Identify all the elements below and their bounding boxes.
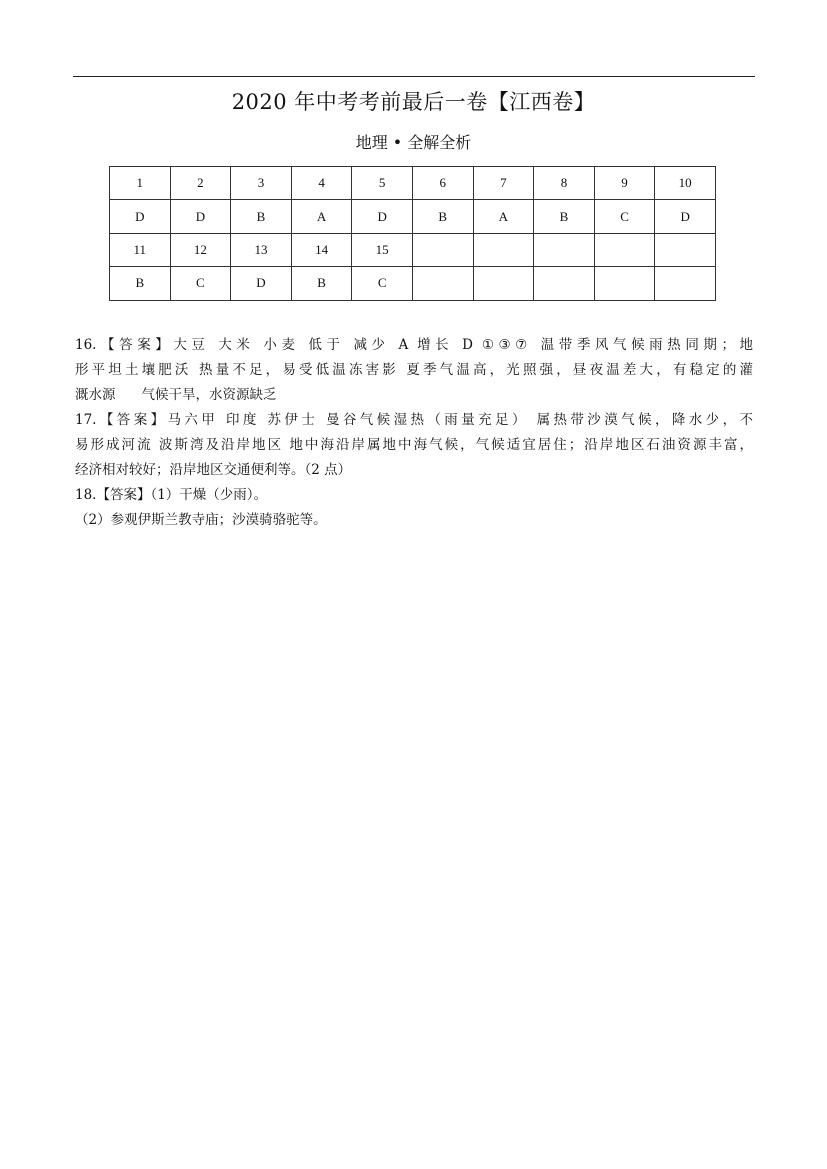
- table-cell: [594, 233, 655, 266]
- q18-line-2: （2）参观伊斯兰教寺庙；沙漠骑骆驼等。: [75, 512, 327, 528]
- table-cell: C: [594, 200, 655, 233]
- table-cell: D: [655, 200, 716, 233]
- table-cell: [534, 233, 595, 266]
- table-cell: A: [473, 200, 534, 233]
- q17-line: 17.【答案】马六甲 印度 苏伊士 曼谷气候湿热（雨量充足） 属热带沙漠气候，降水少，不: [75, 412, 754, 428]
- table-cell: [412, 267, 473, 300]
- table-row: [110, 267, 716, 300]
- table-cell: B: [534, 200, 595, 233]
- table-cell: 4: [291, 167, 352, 200]
- table-cell: 10: [655, 167, 716, 200]
- q17-answer: [75, 408, 753, 483]
- table-cell: D: [231, 267, 292, 300]
- q16-line: 溉水源 气候干旱，水资源缺乏: [75, 387, 277, 403]
- table-cell: D: [110, 200, 171, 233]
- table-cell: [412, 233, 473, 266]
- table-cell: D: [352, 200, 413, 233]
- table-cell: C: [170, 267, 231, 300]
- table-cell: 1: [110, 167, 171, 200]
- table-cell: [655, 233, 716, 266]
- table-cell: 6: [412, 167, 473, 200]
- table-cell: 11: [110, 233, 171, 266]
- q18-line-1: 18.【答案】（1）干燥（少雨）。: [75, 487, 268, 503]
- table-cell: 14: [291, 233, 352, 266]
- q16-line: 形平坦土壤肥沃 热量不足，易受低温冻害影 夏季气温高，光照强，昼夜温差大，有稳定的灌: [75, 362, 753, 378]
- q16-answer: [75, 333, 753, 408]
- page-subtitle: 地理 • 全解全析: [355, 133, 472, 152]
- answer-table: [109, 166, 716, 301]
- header-rule: [73, 76, 755, 77]
- q18-answer: [75, 483, 753, 533]
- table-cell: [655, 267, 716, 300]
- table-cell: 2: [170, 167, 231, 200]
- q17-line: 易形成河流 波斯湾及沿岸地区 地中海沿岸属地中海气候，气候适宜居住；沿岸地区石油资源丰富，: [75, 437, 754, 453]
- table-cell: 13: [231, 233, 292, 266]
- table-cell: 3: [231, 167, 292, 200]
- table-cell: [473, 233, 534, 266]
- table-cell: 12: [170, 233, 231, 266]
- q16-line: 16.【答案】大豆 大米 小麦 低于 减少 A 增长 D ①③⑦ 温带季风气候雨热同期；地: [75, 337, 754, 353]
- table-cell: D: [170, 200, 231, 233]
- table-cell: 15: [352, 233, 413, 266]
- table-row: [110, 167, 716, 200]
- table-cell: 5: [352, 167, 413, 200]
- table-cell: 8: [534, 167, 595, 200]
- answer-body: [75, 333, 753, 533]
- table-cell: B: [231, 200, 292, 233]
- page-title: 2020 年中考考前最后一卷【江西卷】: [231, 90, 596, 114]
- table-cell: B: [291, 267, 352, 300]
- table-cell: [473, 267, 534, 300]
- table-cell: [594, 267, 655, 300]
- table-cell: B: [110, 267, 171, 300]
- table-cell: A: [291, 200, 352, 233]
- table-cell: B: [412, 200, 473, 233]
- q17-line: 经济相对较好；沿岸地区交通便利等。（2 点）: [75, 462, 352, 478]
- table-row: [110, 233, 716, 266]
- table-cell: [534, 267, 595, 300]
- table-cell: 7: [473, 167, 534, 200]
- table-cell: C: [352, 267, 413, 300]
- table-cell: 9: [594, 167, 655, 200]
- table-row: [110, 200, 716, 233]
